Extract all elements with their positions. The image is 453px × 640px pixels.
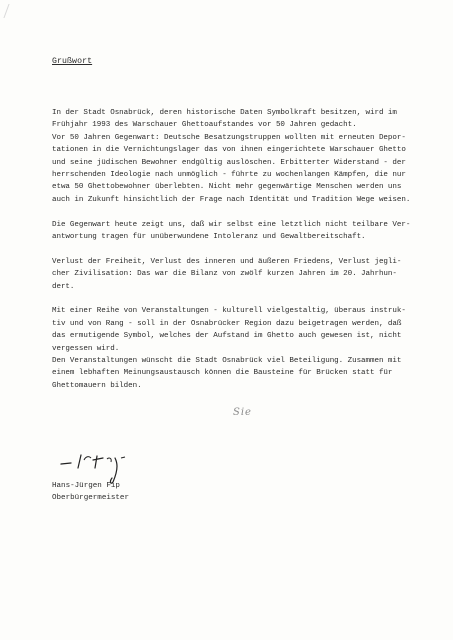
text-line: Den Veranstaltungen wünscht die Stadt Osnabrück viel Beteiligung. Zusammen mit (52, 357, 402, 366)
text-line: antwortung tragen für unüberwundene Intoleranz und Gewaltbereitschaft. (52, 233, 366, 242)
text-line: einem lebhaften Meinungsaustausch können die Bausteine für Brücken statt für (52, 369, 393, 378)
text-line: das ermutigende Symbol, welches der Aufstand im Ghetto auch gewesen ist, nicht (52, 332, 402, 341)
corner-mark (3, 4, 19, 18)
paragraph-2 (52, 219, 422, 244)
text-line: Frühjahr 1993 des Warschauer Ghettoaufstandes vor 50 Jahren gedacht. (52, 121, 357, 130)
text-line: vergessen wird. (52, 344, 120, 353)
signatory-title: Oberbürgermeister (52, 494, 129, 503)
signatory-name: Hans-Jürgen Fip (52, 482, 120, 490)
signatory-block (52, 480, 129, 505)
text-line: tiv und von Rang - soll in der Osnabrücker Region dazu beigetragen werden, daß (52, 319, 402, 328)
text-line: Vor 50 Jahren Gegenwart: Deutsche Besatzungstruppen wollten mit erneuten Depor- (52, 133, 406, 142)
paragraph-4 (52, 305, 422, 392)
text-line: Ghettomauern bilden. (52, 381, 142, 390)
paragraph-3 (52, 256, 422, 293)
text-line: tationen in die Vernichtungslager das von ihnen eingerichtete Warschauer Ghetto (52, 146, 406, 155)
text-line: auch in Zukunft hinsichtlich der Frage nach Identität und Tradition Wege weisen. (52, 195, 411, 204)
text-line: In der Stadt Osnabrück, deren historische Daten Symbolkraft besitzen, wird im (52, 109, 397, 117)
page-title: Grußwort (52, 57, 93, 66)
text-line: und seine jüdischen Bewohner endgültig auslöschen. Erbitterter Widerstand - der (52, 158, 406, 167)
text-line: dert. (52, 282, 75, 291)
letter-body (52, 107, 422, 392)
text-line: Die Gegenwart heute zeigt uns, daß wir selbst eine letztlich nicht teilbare Ver- (52, 220, 411, 229)
text-line: herrschenden Ideologie nach unmöglich - führte zu wochenlangen Kämpfen, die nur (52, 171, 406, 180)
text-line: Verlust der Freiheit, Verlust des inneren und äußeren Friedens, Verlust jegli- (52, 257, 402, 266)
paragraph-1 (52, 107, 422, 206)
text-line: Mit einer Reihe von Veranstaltungen - kulturell vielgestaltig, überaus instruk- (52, 307, 406, 316)
handwritten-note: Sie (233, 407, 252, 418)
text-line: etwa 50 Ghettobewohner überlebten. Nicht mehr gegenwärtige Menschen werden uns (52, 183, 402, 192)
text-line: cher Zivilisation: Das war die Bilanz von zwölf kurzen Jahren im 20. Jahrhun- (52, 270, 397, 279)
